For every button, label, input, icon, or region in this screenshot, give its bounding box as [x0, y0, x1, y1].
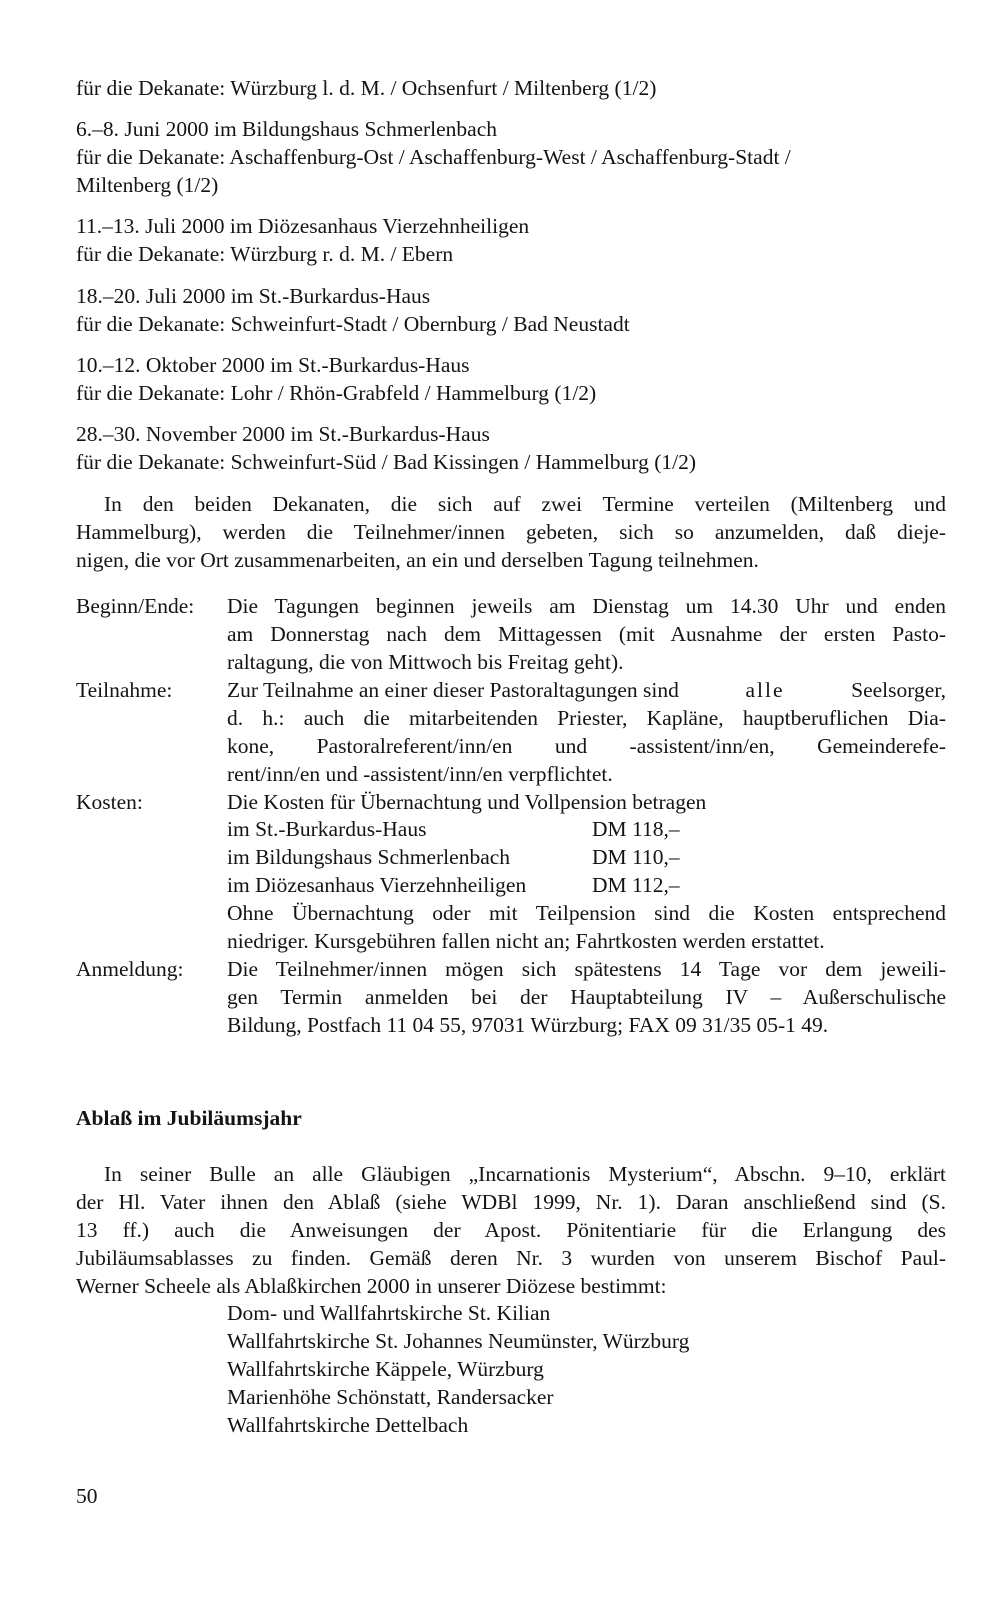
- definition-line: kone, Pastoralreferent/inn/en und -assistent/inn/en, Gemeinderefe-: [227, 734, 946, 758]
- definition-line: d. h.: auch die mitarbeitenden Priester, Kapläne, hauptberuflichen Dia-: [227, 706, 946, 730]
- kosten-label: Kosten:: [76, 790, 143, 814]
- date-line: 18.–20. Juli 2000 im St.-Burkardus-Haus: [76, 284, 431, 308]
- date-line: 6.–8. Juni 2000 im Bildungshaus Schmerlenbach: [76, 117, 498, 141]
- definition-line: raltagung, die von Mittwoch bis Freitag geht).: [227, 650, 624, 674]
- definition-line: rent/inn/en und -assistent/inn/en verpflichtet.: [227, 762, 613, 786]
- date-line: 10.–12. Oktober 2000 im St.-Burkardus-Haus: [76, 353, 470, 377]
- paragraph-line: der Hl. Vater ihnen den Ablaß (siehe WDBl 1999, Nr. 1). Daran anschließend sind (S.: [76, 1190, 946, 1214]
- dekanate-line: für die Dekanate: Schweinfurt-Stadt / Obernburg / Bad Neustadt: [76, 312, 630, 336]
- cost-house: im Bildungshaus Schmerlenbach: [227, 845, 511, 869]
- cost-price: DM 112,–: [592, 873, 680, 897]
- definition-line: Die Tagungen beginnen jeweils am Dienstag um 14.30 Uhr und enden: [227, 594, 946, 618]
- church-list-item: Wallfahrtskirche St. Johannes Neumünster, Würzburg: [227, 1329, 690, 1353]
- definition-line: Die Kosten für Übernachtung und Vollpension betragen: [227, 790, 707, 814]
- church-list-item: Wallfahrtskirche Dettelbach: [227, 1413, 469, 1437]
- paragraph-line: Hammelburg), werden die Teilnehmer/innen gebeten, sich so anzumelden, daß dieje-: [76, 520, 946, 544]
- definition-line: Die Teilnehmer/innen mögen sich spätestens 14 Tage vor dem jeweili-: [227, 957, 946, 981]
- church-list-item: Dom- und Wallfahrtskirche St. Kilian: [227, 1301, 551, 1325]
- dekanate-line: für die Dekanate: Schweinfurt-Süd / Bad Kissingen / Hammelburg (1/2): [76, 450, 696, 474]
- page-number: 50: [76, 1484, 98, 1508]
- paragraph-line: Jubiläumsablasses zu finden. Gemäß deren Nr. 3 wurden von unserem Bischof Paul-: [76, 1246, 946, 1270]
- date-line: 11.–13. Juli 2000 im Diözesanhaus Vierzehnheiligen: [76, 214, 530, 238]
- definition-line: [227, 676, 946, 704]
- paragraph-line: Werner Scheele als Ablaßkirchen 2000 in unserer Diözese bestimmt:: [76, 1274, 667, 1298]
- section-heading: Ablaß im Jubiläumsjahr: [76, 1106, 302, 1130]
- church-list-item: Wallfahrtskirche Käppele, Würzburg: [227, 1357, 544, 1381]
- teilnahme-emphasis: alle: [745, 678, 785, 702]
- anmeldung-label: Anmeldung:: [76, 957, 184, 981]
- paragraph-line: In seiner Bulle an alle Gläubigen „Incarnationis Mysterium“, Abschn. 9–10, erklärt: [104, 1162, 946, 1186]
- church-list-item: Marienhöhe Schönstatt, Randersacker: [227, 1385, 554, 1409]
- cost-house: im St.-Burkardus-Haus: [227, 817, 427, 841]
- paragraph-line: nigen, die vor Ort zusammenarbeiten, an ein und derselben Tagung teilnehmen.: [76, 548, 759, 572]
- definition-line: am Donnerstag nach dem Mittagessen (mit Ausnahme der ersten Pasto-: [227, 622, 946, 646]
- cost-price: DM 118,–: [592, 817, 680, 841]
- teilnahme-text-end: Seelsorger,: [851, 678, 946, 702]
- definition-line: Ohne Übernachtung oder mit Teilpension sind die Kosten entsprechend: [227, 901, 946, 925]
- dekanate-line: für die Dekanate: Würzburg l. d. M. / Ochsenfurt / Miltenberg (1/2): [76, 76, 657, 100]
- cost-price: DM 110,–: [592, 845, 680, 869]
- paragraph-line: In den beiden Dekanaten, die sich auf zwei Termine verteilen (Miltenberg und: [104, 492, 946, 516]
- dekanate-line: für die Dekanate: Lohr / Rhön-Grabfeld / Hammelburg (1/2): [76, 381, 597, 405]
- definition-line: gen Termin anmelden bei der Hauptabteilung IV – Außerschulische: [227, 985, 946, 1009]
- definition-line: Bildung, Postfach 11 04 55, 97031 Würzburg; FAX 09 31/35 05-1 49.: [227, 1013, 829, 1037]
- date-line: 28.–30. November 2000 im St.-Burkardus-Haus: [76, 422, 490, 446]
- paragraph-line: 13 ff.) auch die Anweisungen der Apost. Pönitentiarie für die Erlangung des: [76, 1218, 946, 1242]
- dekanate-line: für die Dekanate: Würzburg r. d. M. / Ebern: [76, 242, 454, 266]
- teilnahme-label: Teilnahme:: [76, 678, 173, 702]
- dekanate-line: Miltenberg (1/2): [76, 173, 219, 197]
- definition-line: niedriger. Kursgebühren fallen nicht an; Fahrtkosten werden erstattet.: [227, 929, 825, 953]
- cost-house: im Diözesanhaus Vierzehnheiligen: [227, 873, 527, 897]
- beginn-label: Beginn/Ende:: [76, 594, 195, 618]
- teilnahme-text: Zur Teilnahme an einer dieser Pastoraltagungen sind: [227, 678, 679, 702]
- dekanate-line: für die Dekanate: Aschaffenburg-Ost / Aschaffenburg-West / Aschaffenburg-Stadt /: [76, 145, 791, 169]
